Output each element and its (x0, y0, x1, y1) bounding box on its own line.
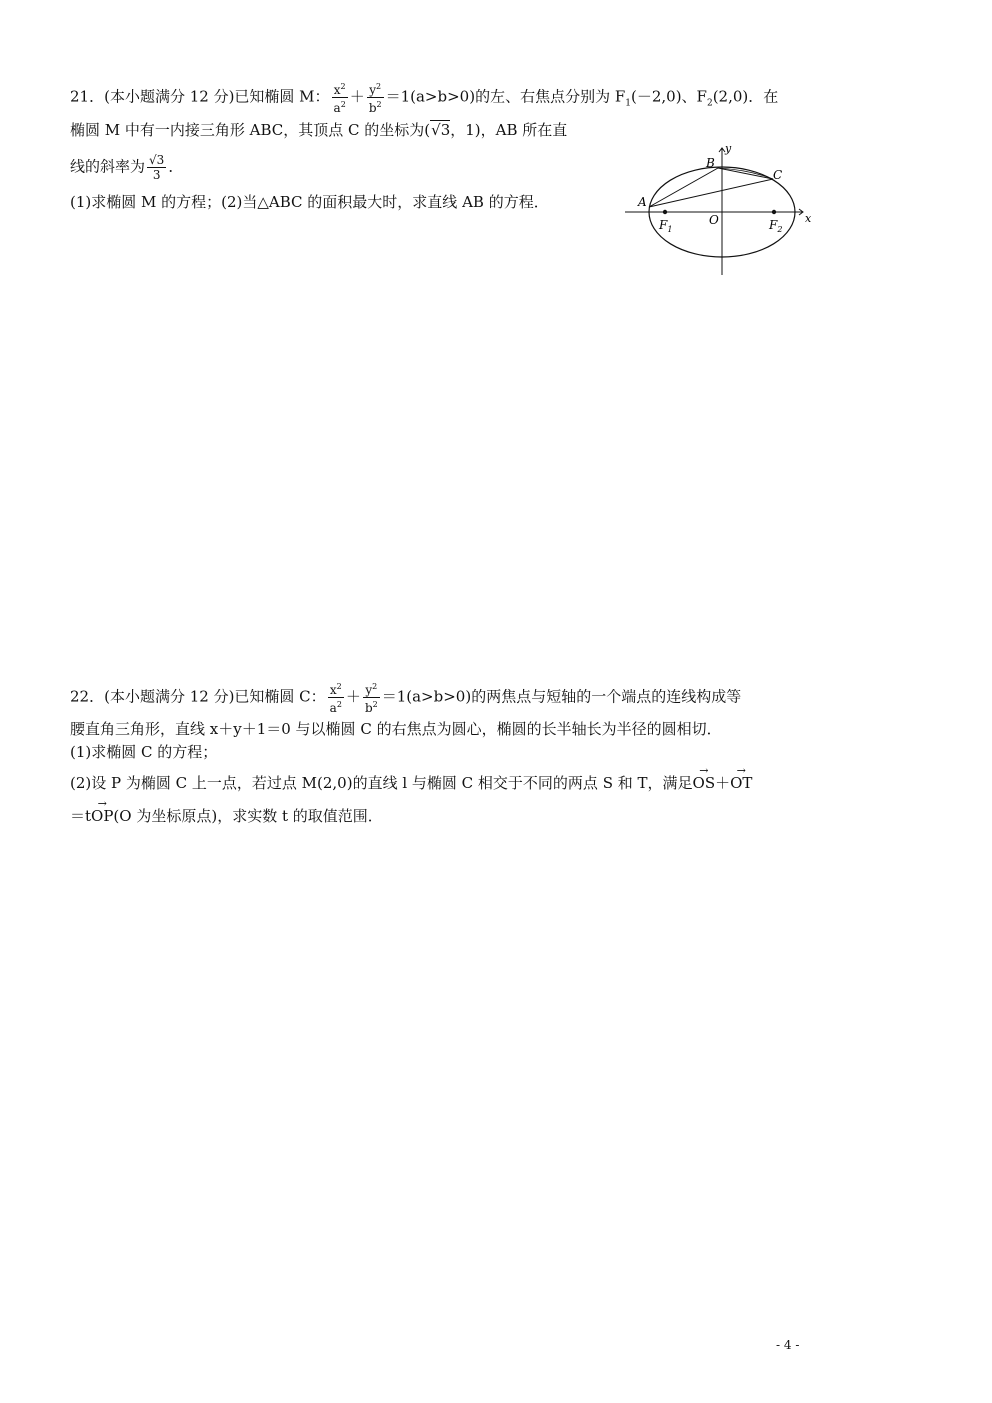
fraction-y2-b2: $\frac{y^2}{b^2}$ (364, 682, 378, 715)
label-x: x (805, 212, 812, 225)
q22-intro: 22．(本小题满分 12 分)已知椭圆 C： (70, 687, 326, 706)
label-b: B (706, 156, 715, 170)
q22-eq-tail: ＝1(a>b>0)的两焦点与短轴的一个端点的连线构成等 (381, 687, 742, 706)
vector-os: → OS (693, 773, 716, 793)
q22-line1: 22．(本小题满分 12 分)已知椭圆 C： $\frac{x^2}{a^2}$ ＋ $\frac{y^2}{b^2}$ ＝1(a>b>0)的两焦点与短轴的一个端点的连线构成等 (70, 682, 742, 715)
page-number: - 4 - (776, 1338, 800, 1352)
q22-line2: 腰直角三角形，直线 x＋y＋1＝0 与以椭圆 C 的右焦点为圆心，椭圆的长半轴长为半径的圆相切． (70, 720, 722, 738)
q21-eq-tail: ＝1(a>b>0)的左、右焦点分别为 F (385, 87, 626, 106)
label-y: y (725, 142, 732, 155)
q21-line4: (1)求椭圆 M 的方程；(2)当△ABC 的面积最大时，求直线 AB 的方程． (70, 193, 549, 211)
fraction-y2-b2: $\frac{y^2}{b^2}$ (368, 82, 382, 115)
slope-fraction: $\frac{√3}{3}$ (149, 153, 165, 182)
q22-line5: ＝t→ OP(O 为坐标原点)，求实数 t 的取值范围． (70, 806, 383, 826)
q21-line1: 21．(本小题满分 12 分)已知椭圆 M： $\frac{x^2}{a^2}$ ＋ $\frac{y^2}{b^2}$ ＝1(a>b>0)的左、右焦点分别为 $F_1(-2,0)$、$F_2(2,0)$．在 (70, 82, 779, 115)
q22-line4: (2)设 P 为椭圆 C 上一点，若过点 M(2,0)的直线 l 与椭圆 C 相交于不同的两点 S 和 T，满足→ OS＋→ OT (70, 773, 752, 793)
q21-line2: 椭圆 M 中有一内接三角形 ABC，其顶点 C 的坐标为(√3，1)，AB 所在直 (70, 121, 568, 139)
vector-ot: → OT (730, 773, 752, 793)
q22-line3: (1)求椭圆 C 的方程； (70, 743, 218, 761)
triangle-abc (649, 168, 773, 207)
ellipse-figure (625, 142, 815, 277)
focus-f2-dot (772, 210, 776, 214)
sqrt-3: √3 (431, 121, 451, 139)
label-f1: $F_1$ (659, 218, 673, 234)
fraction-x2-a2: $\frac{x^2}{a^2}$ (333, 82, 346, 115)
fraction-x2-a2: $\frac{x^2}{a^2}$ (329, 682, 342, 715)
label-o: O (709, 213, 719, 227)
label-f2: $F_2$ (769, 218, 783, 234)
q21-intro: 21．(本小题满分 12 分)已知椭圆 M： (70, 87, 330, 106)
q21-line3: 线的斜率为 $\frac{√3}{3}$ ． (70, 153, 184, 182)
label-c: C (773, 168, 783, 182)
focus-f1-dot (663, 210, 667, 214)
label-a: A (638, 195, 647, 209)
vector-op: → OP (91, 806, 113, 826)
